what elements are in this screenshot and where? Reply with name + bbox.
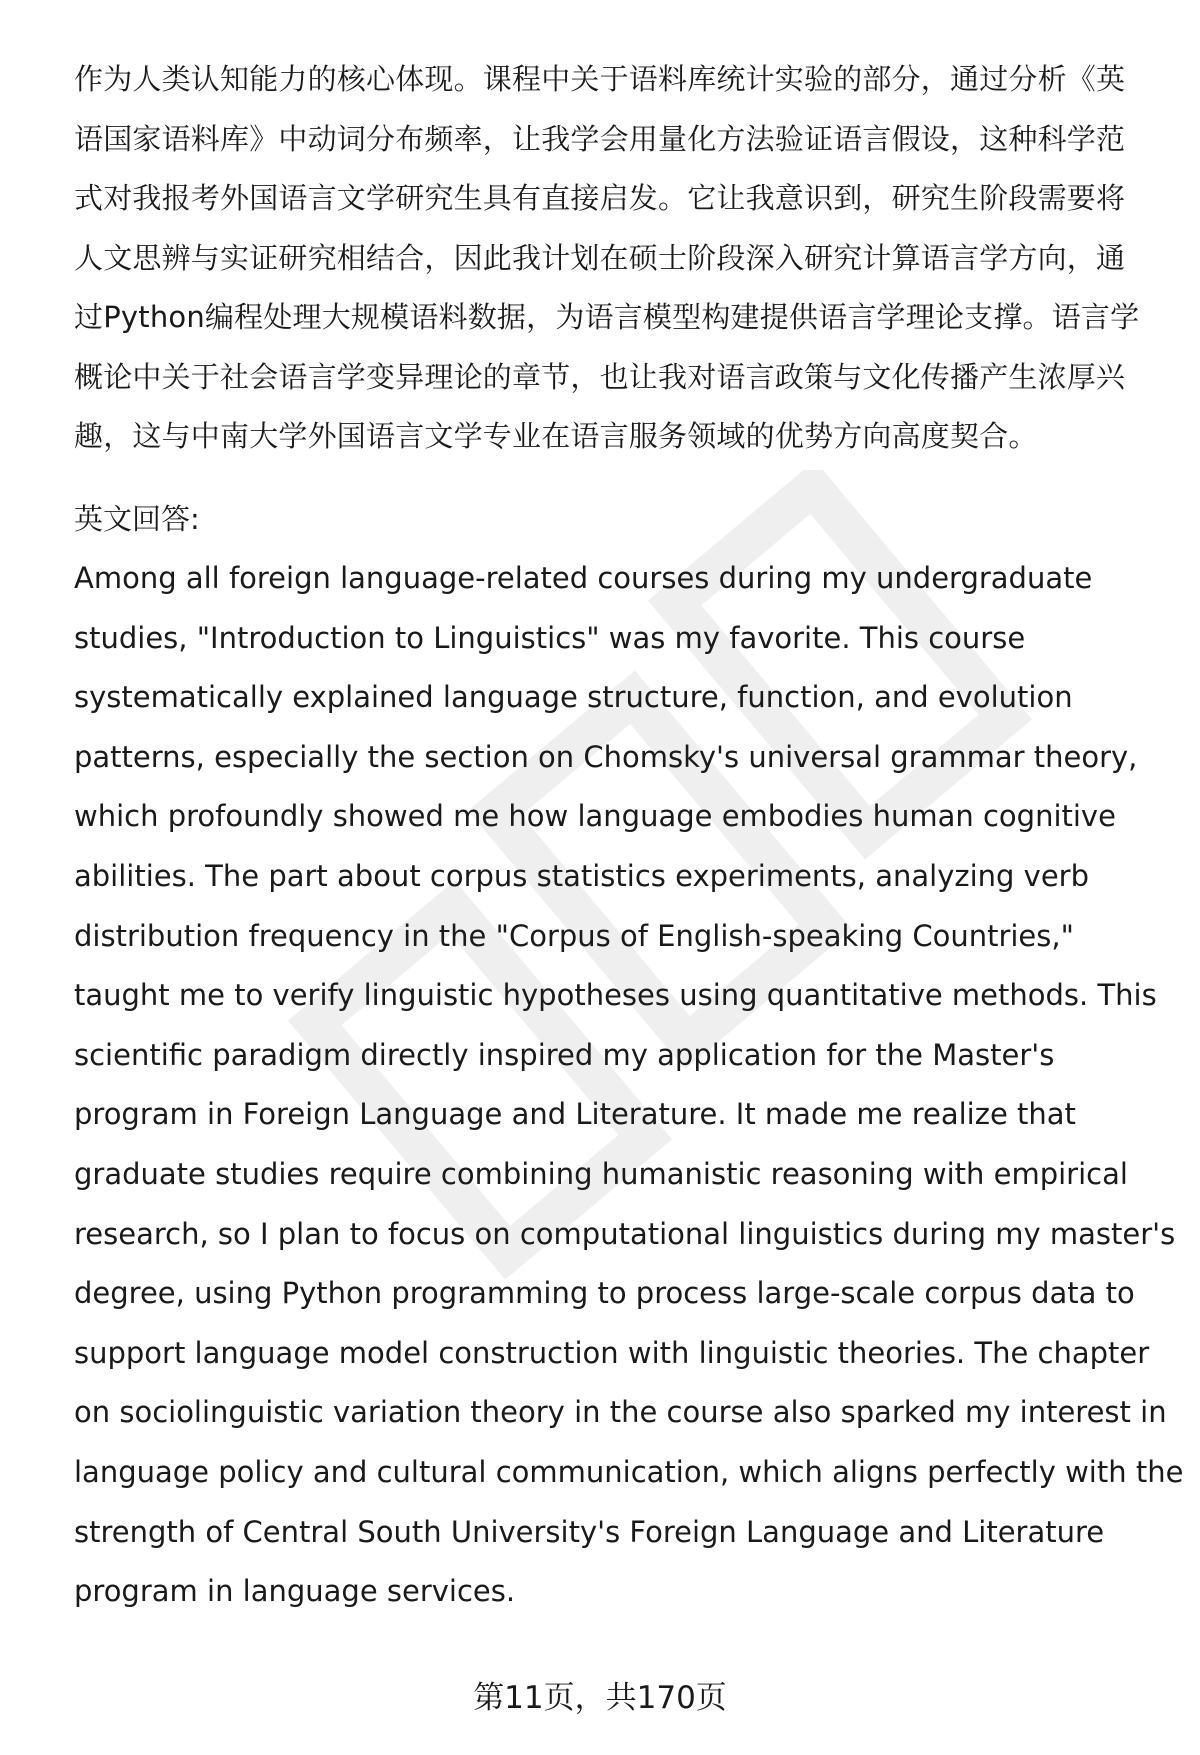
paragraph-line: abilities. The part about corpus statistics experiments, analyzing verb (74, 858, 1089, 893)
paragraph-line: program in Foreign Language and Literature. It made me realize that (74, 1097, 1076, 1132)
paragraph-line: program in language services. (74, 1574, 516, 1609)
paragraph-line: graduate studies require combining humanistic reasoning with empirical (74, 1156, 1128, 1191)
paragraph-line: patterns, especially the section on Chomsky's universal grammar theory, (74, 739, 1138, 774)
paragraph-line: research, so I plan to focus on computational linguistics during my master's (74, 1216, 1176, 1251)
paragraph-line: strength of Central South University's Foreign Language and Literature (74, 1514, 1105, 1549)
paragraph-line: language policy and cultural communication, which aligns perfectly with the (74, 1454, 1184, 1489)
paragraph-line: 作为人类认知能力的核心体现。课程中关于语料库统计实验的部分，通过分析《英 (74, 62, 1126, 96)
paragraph-line: 人文思辨与实证研究相结合，因此我计划在硕士阶段深入研究计算语言学方向，通 (74, 240, 1126, 275)
paragraph-line: 语国家语料库》中动词分布频率，让我学会用量化方法验证语言假设，这种科学范 (74, 121, 1126, 156)
paragraph-line: on sociolinguistic variation theory in the course also sparked my interest in (74, 1395, 1167, 1430)
english-answer-label: 英文回答: (74, 501, 200, 536)
chinese-paragraph (74, 50, 1164, 467)
paragraph-line: Among all foreign language-related courses during my undergraduate (74, 561, 1093, 595)
paragraph-line: 概论中关于社会语言学变异理论的章节，也让我对语言政策与文化传播产生浓厚兴 (74, 359, 1126, 394)
paragraph-line: degree, using Python programming to process large-scale corpus data to (74, 1276, 1135, 1311)
paragraph-line: 式对我报考外国语言文学研究生具有直接启发。它让我意识到，研究生阶段需要将 (74, 181, 1126, 215)
paragraph-line: 过Python编程处理大规模语料数据，为语言模型构建提供语言学理论支撑。语言学 (74, 300, 1140, 334)
paragraph-line: distribution frequency in the "Corpus of English-speaking Countries," (74, 918, 1074, 953)
paragraph-line: scientific paradigm directly inspired my application for the Master's (74, 1037, 1055, 1072)
english-paragraph (74, 549, 1184, 1622)
paragraph-line: which profoundly showed me how language embodies human cognitive (74, 799, 1116, 834)
paragraph-line: systematically explained language structure, function, and evolution (74, 680, 1073, 715)
paragraph-line: support language model construction with linguistic theories. The chapter (74, 1335, 1150, 1370)
page-number-footer: 第11页，共170页 (473, 1680, 727, 1716)
content-area (74, 50, 1184, 1622)
paragraph-line: taught me to verify linguistic hypotheses using quantitative methods. This (74, 978, 1157, 1013)
paragraph-line: 趣，这与中南大学外国语言文学专业在语言服务领域的优势方向高度契合。 (74, 419, 1038, 453)
paragraph-line: studies, "Introduction to Linguistics" was my favorite. This course (74, 620, 1026, 655)
